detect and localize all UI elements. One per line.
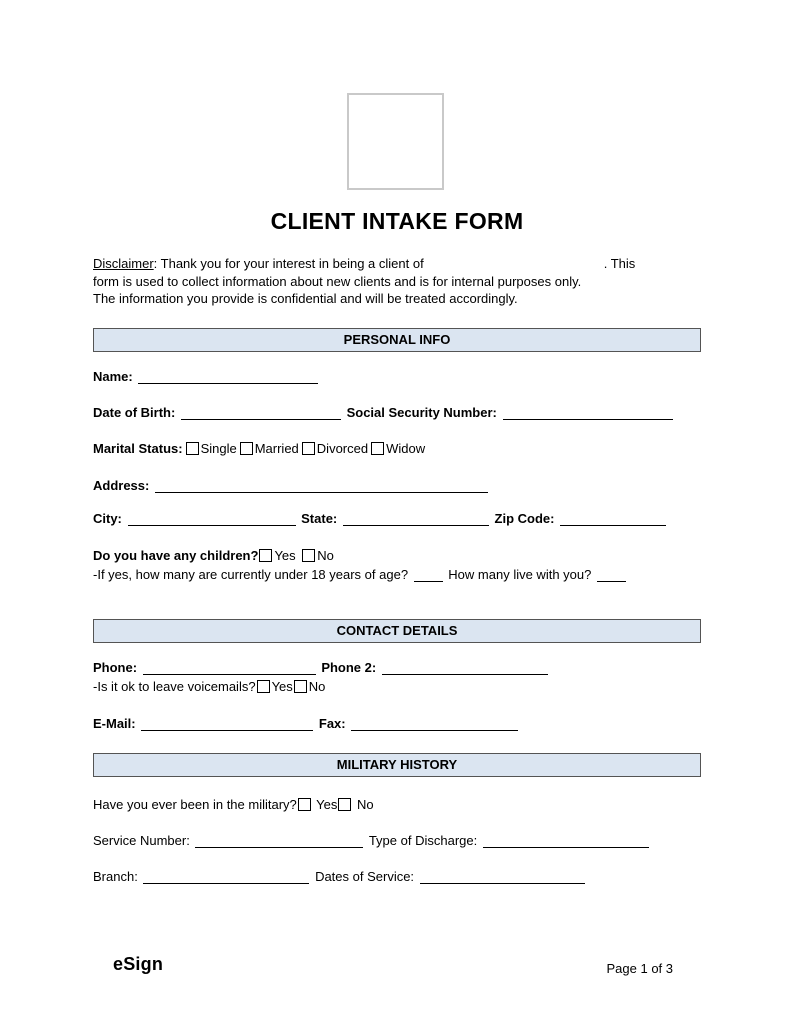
checkbox-voicemail-yes[interactable] [257, 680, 270, 693]
dob-label: Date of Birth: [93, 404, 176, 420]
dates-of-service-input-line[interactable] [420, 872, 585, 884]
discharge-input-line[interactable] [483, 836, 649, 848]
zip-input-line[interactable] [560, 514, 666, 526]
phone-row [93, 660, 701, 676]
section-header-contact-details: CONTACT DETAILS [93, 619, 701, 643]
city-label: City: [93, 510, 122, 526]
city-state-zip-row [93, 511, 701, 527]
married-option-label: Married [254, 440, 299, 456]
children-question-row [93, 548, 701, 564]
branch-label: Branch: [93, 868, 138, 884]
voicemail-no-label: No [308, 678, 326, 694]
fax-label: Fax: [318, 715, 346, 731]
checkbox-military-no[interactable] [338, 798, 351, 811]
branch-input-line[interactable] [143, 872, 309, 884]
city-input-line[interactable] [128, 514, 296, 526]
name-row [93, 369, 701, 385]
single-option-label: Single [200, 440, 237, 456]
checkbox-voicemail-no[interactable] [294, 680, 307, 693]
dates-of-service-label: Dates of Service: [315, 868, 415, 884]
checkbox-single[interactable] [186, 442, 199, 455]
fax-input-line[interactable] [351, 719, 518, 731]
children-under18-question: -If yes, how many are currently under 18 years of age? [93, 566, 409, 582]
checkbox-military-yes[interactable] [298, 798, 311, 811]
military-no-label: No [357, 796, 374, 812]
email-fax-row [93, 716, 701, 732]
discharge-label: Type of Discharge: [368, 832, 478, 848]
phone2-input-line[interactable] [382, 663, 548, 675]
state-label: State: [301, 510, 338, 526]
voicemail-yes-label: Yes [271, 678, 293, 694]
marital-status-row [93, 441, 701, 457]
children-followup-row [93, 567, 701, 583]
zip-label: Zip Code: [494, 510, 555, 526]
widow-option-label: Widow [386, 440, 426, 456]
page-number: Page 1 of 3 [606, 961, 673, 976]
email-label: E-Mail: [93, 715, 136, 731]
email-input-line[interactable] [141, 719, 313, 731]
disclaimer-line-2: form is used to collect information about new clients and is for internal purposes only. [93, 273, 582, 289]
name-label: Name: [93, 368, 133, 384]
esign-logo: eSign [113, 954, 164, 974]
military-question-row [93, 797, 701, 813]
service-number-input-line[interactable] [195, 836, 363, 848]
state-input-line[interactable] [343, 514, 489, 526]
checkbox-married[interactable] [240, 442, 253, 455]
disclaimer-line-1: Disclaimer: Thank you for your interest in being a client of . This [93, 256, 636, 271]
branch-row [93, 869, 701, 885]
checkbox-children-yes[interactable] [259, 549, 272, 562]
name-input-line[interactable] [138, 372, 318, 384]
section-header-military-history: MILITARY HISTORY [93, 753, 701, 777]
ssn-label: Social Security Number: [346, 404, 497, 420]
disclaimer-line-3: The information you provide is confidential and will be treated accordingly. [93, 291, 518, 306]
disclaimer-label: Disclaimer [93, 256, 154, 271]
page-title: CLIENT INTAKE FORM [270, 208, 524, 234]
under18-count-line[interactable] [414, 570, 443, 582]
children-no-label: No [317, 547, 334, 563]
address-input-line[interactable] [155, 481, 488, 493]
marital-status-label: Marital Status: [93, 440, 183, 456]
divorced-option-label: Divorced [316, 440, 369, 456]
logo-placeholder-box [347, 93, 444, 190]
voicemail-question: -Is it ok to leave voicemails? [93, 678, 256, 694]
checkbox-widow[interactable] [371, 442, 384, 455]
children-question-label: Do you have any children? [93, 547, 259, 563]
dob-input-line[interactable] [181, 408, 341, 420]
phone2-label: Phone 2: [321, 659, 377, 675]
children-yes-label: Yes [274, 547, 296, 563]
children-live-with-question: How many live with you? [448, 566, 592, 582]
service-number-row [93, 833, 701, 849]
military-yes-label: Yes [316, 796, 338, 812]
section-header-personal-info: PERSONAL INFO [93, 328, 701, 352]
phone-input-line[interactable] [143, 663, 316, 675]
service-number-label: Service Number: [93, 832, 190, 848]
address-label: Address: [93, 477, 150, 493]
phone-label: Phone: [93, 659, 138, 675]
live-with-you-count-line[interactable] [597, 570, 626, 582]
dob-ssn-row [93, 405, 701, 421]
checkbox-divorced[interactable] [302, 442, 315, 455]
address-row [93, 478, 701, 494]
voicemail-row [93, 679, 701, 695]
checkbox-children-no[interactable] [302, 549, 315, 562]
ssn-input-line[interactable] [503, 408, 673, 420]
military-question: Have you ever been in the military? [93, 796, 297, 812]
